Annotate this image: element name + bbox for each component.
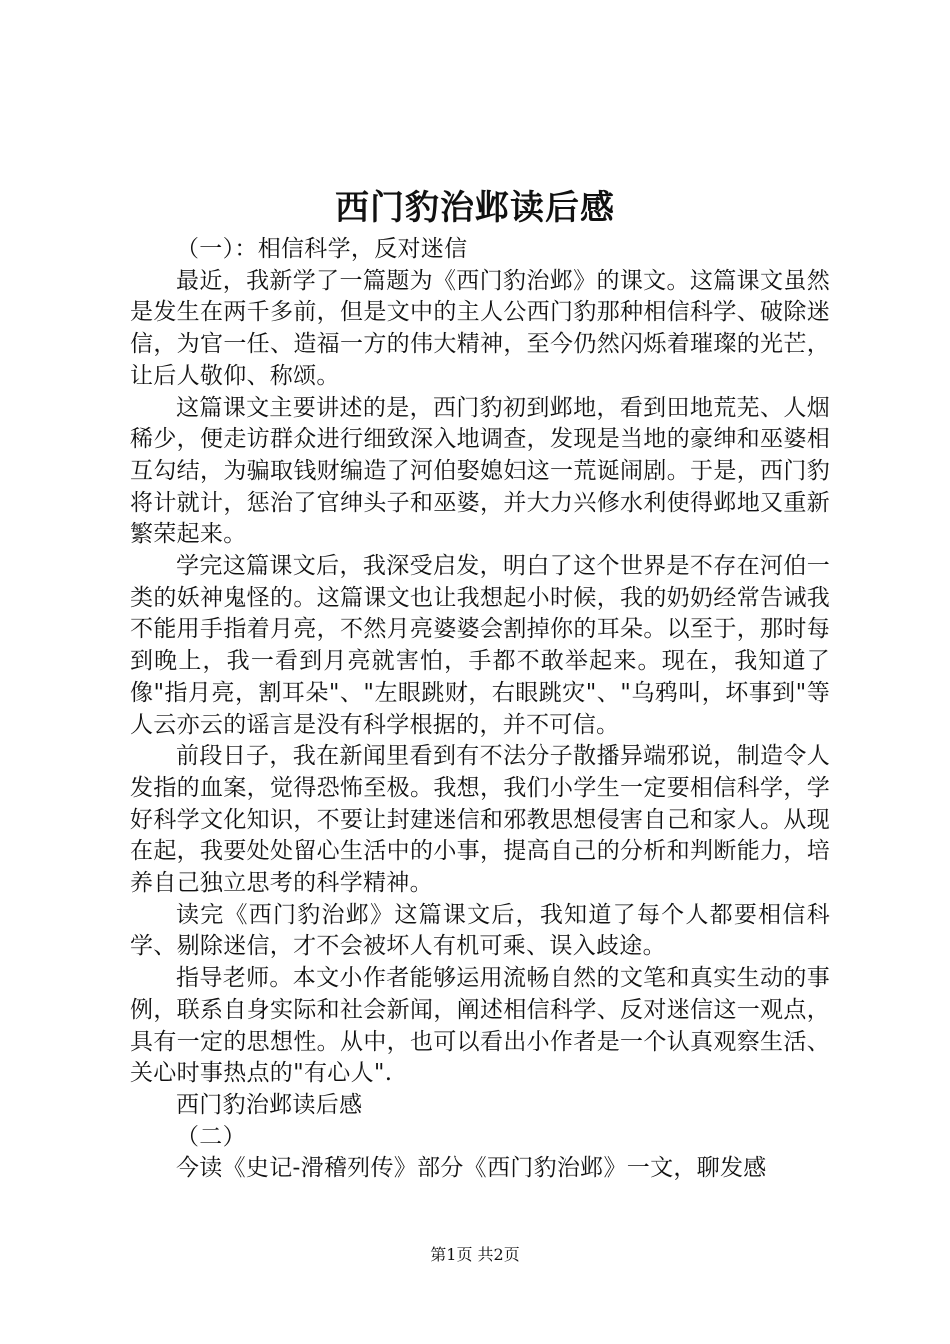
paragraph: 这篇课文主要讲述的是，西门豹初到邺地，看到田地荒芜、人烟稀少，便走访群众进行细致深入地调查，发现是当地的豪绅和巫婆相互勾结，为骗取钱财编造了河伯娶媳妇这一荒诞闹剧。于是，西门豹将计就计，惩治了官绅头子和巫婆，并大力兴修水利使得邺地又重新繁荣起来。 xyxy=(130,394,830,548)
paragraph: 读完《西门豹治邺》这篇课文后，我知道了每个人都要相信科学、剔除迷信，才不会被坏人有机可乘、误入歧途。 xyxy=(130,901,830,960)
section-heading-1: （一）：相信科学，反对迷信 xyxy=(176,236,468,262)
document-body xyxy=(130,234,830,1185)
subtitle-repeat: 西门豹治邺读后感 xyxy=(176,1091,363,1118)
document-title: 西门豹治邺读后感 xyxy=(335,188,615,228)
paragraph: 前段日子，我在新闻里看到有不法分子散播异端邪说，制造令人发指的血案，觉得恐怖至极。我想，我们小学生一定要相信科学，学好科学文化知识，不要让封建迷信和邪教思想侵害自己和家人。从现在起，我要处处留心生活中的小事，提高自己的分析和判断能力，培养自己独立思考的科学精神。 xyxy=(130,743,830,897)
paragraph: 今读《史记-滑稽列传》部分《西门豹治邺》一文，聊发感 xyxy=(176,1155,767,1182)
paragraph: 指导老师。本文小作者能够运用流畅自然的文笔和真实生动的事例，联系自身实际和社会新闻，阐述相信科学、反对迷信这一观点，具有一定的思想性。从中，也可以看出小作者是一个认真观察生活、关心时事热点的"有心人". xyxy=(130,965,830,1087)
section-heading-2: （二） xyxy=(176,1123,246,1150)
paragraph: 最近，我新学了一篇题为《西门豹治邺》的课文。这篇课文虽然是发生在两千多前，但是文中的主人公西门豹那种相信科学、破除迷信，为官一任、造福一方的伟大精神，至今仍然闪烁着璀璨的光芒，让后人敬仰、称颂。 xyxy=(130,267,830,389)
paragraph: 学完这篇课文后，我深受启发，明白了这个世界是不存在河伯一类的妖神鬼怪的。这篇课文也让我想起小时候，我的奶奶经常告诫我不能用手指着月亮，不然月亮婆婆会割掉你的耳朵。以至于，那时每到晚上，我一看到月亮就害怕，手都不敢举起来。现在，我知道了像"指月亮，割耳朵"、"左眼跳财，右眼跳灾"、"乌鸦叫，坏事到"等人云亦云的谣言是没有科学根据的，并不可信。 xyxy=(130,553,830,738)
page-indicator: 第1页 共2页 xyxy=(430,1245,520,1264)
